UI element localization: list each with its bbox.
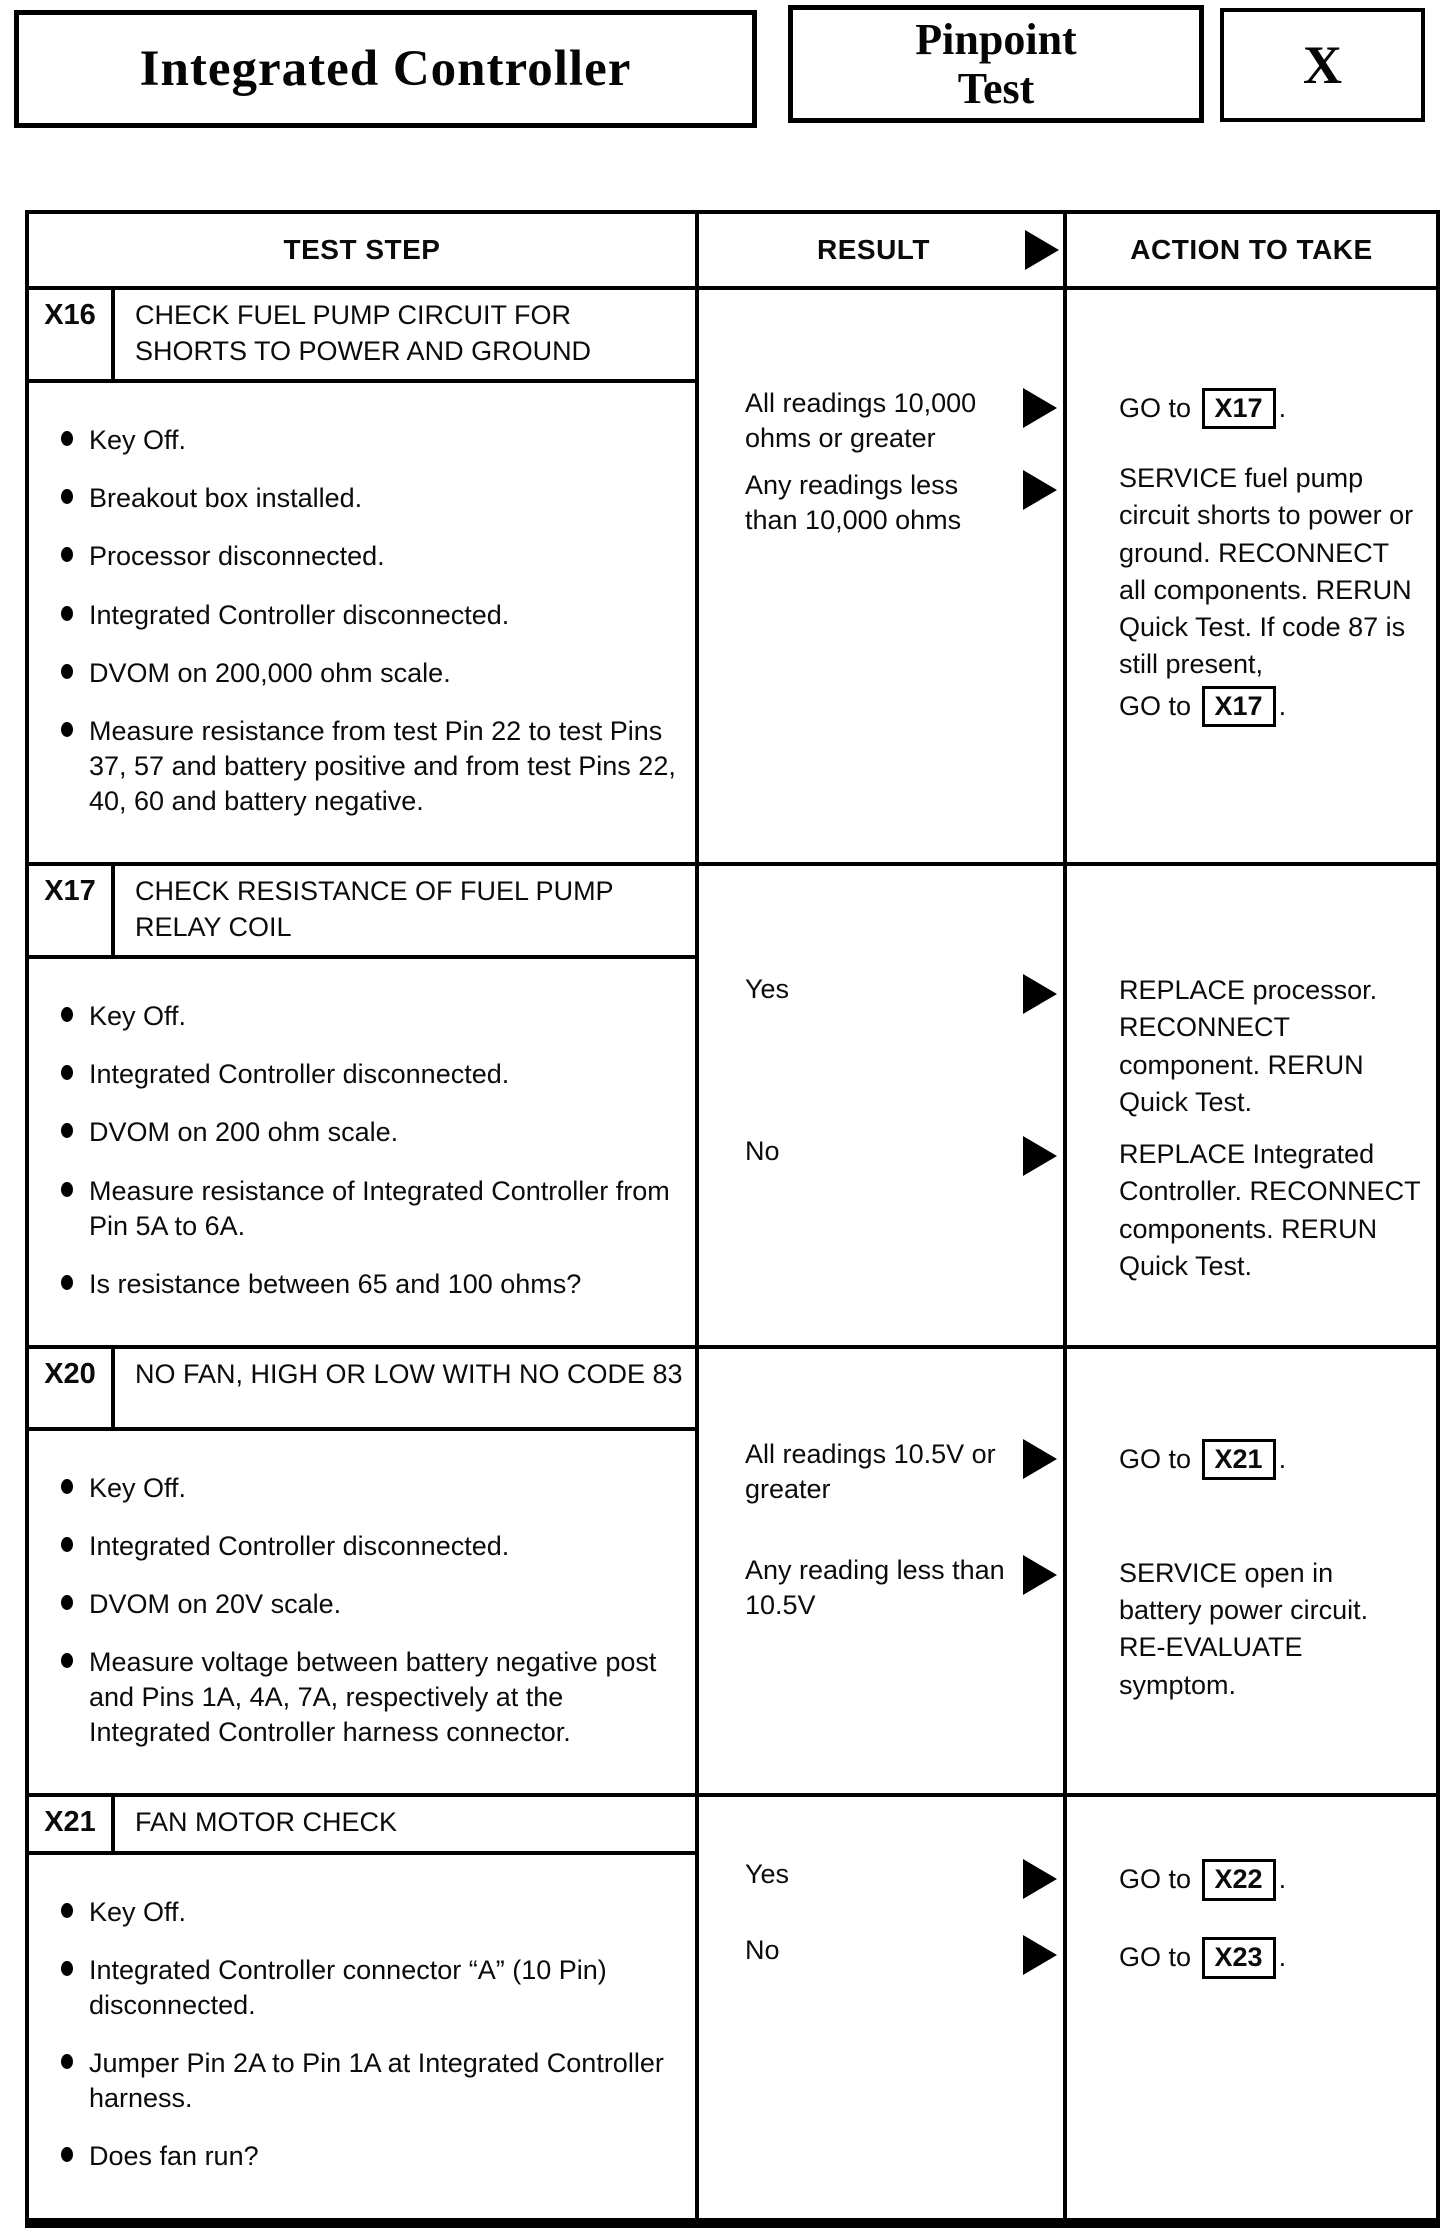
step-code: X16 (29, 290, 115, 379)
step-text: Integrated Controller disconnected. (89, 1530, 510, 1561)
table-header-row (29, 214, 1436, 290)
step-title: NO FAN, HIGH OR LOW WITH NO CODE 83 (135, 1358, 683, 1389)
action-entry (1067, 1437, 1436, 1541)
step-text: Breakout box installed. (89, 483, 363, 514)
result-cell (695, 1349, 1063, 1794)
action-entry (1067, 1555, 1436, 1704)
col-header-result-label: RESULT (817, 234, 930, 265)
action-entry (1067, 386, 1436, 446)
test-section-x21 (29, 1793, 1436, 2217)
step-code: X17 (29, 866, 115, 955)
result-entry (699, 1857, 1063, 1921)
step-list-item (61, 2139, 683, 2174)
action-text: . (1278, 690, 1287, 721)
step-title-row (29, 1797, 695, 1855)
result-cell (695, 1797, 1063, 2217)
result-entry (699, 386, 1063, 456)
bullet-icon (61, 489, 73, 504)
bullet-icon (61, 606, 73, 621)
col-header-result (695, 214, 1063, 286)
test-section-x20 (29, 1345, 1436, 1794)
step-text: Processor disconnected. (89, 541, 385, 572)
result-text: All readings 10,000 ohms or greater (745, 388, 977, 454)
step-text: Is resistance between 65 and 100 ohms? (89, 1268, 582, 1299)
action-text: SERVICE fuel pump circuit shorts to power or ground. RECONNECT all components. RERUN Quick Test. If code 87 is still present, (1119, 463, 1414, 680)
step-text: DVOM on 20V scale. (89, 1589, 342, 1619)
step-text: Key Off. (89, 1897, 187, 1927)
action-text: GO to (1119, 1443, 1199, 1474)
pinpoint-test-label-line2: Test (957, 64, 1035, 113)
action-text: GO to (1119, 1942, 1199, 1973)
action-entry (1067, 460, 1436, 727)
step-list (29, 1855, 695, 2218)
result-entry (699, 1437, 1063, 1541)
action-entry (1067, 1935, 1436, 1978)
step-list-item (61, 2046, 683, 2116)
bullet-icon (61, 1595, 73, 1610)
bullet-icon (61, 1123, 73, 1138)
result-entry (699, 468, 1063, 538)
test-step-cell (29, 1349, 695, 1794)
test-letter-box (1220, 8, 1425, 122)
result-arrow-icon (1023, 1935, 1057, 1975)
result-text: All readings 10.5V or greater (745, 1438, 996, 1504)
result-arrow-icon (1023, 1859, 1057, 1899)
step-list-item (61, 656, 683, 691)
action-text: . (1278, 1443, 1287, 1474)
step-list-item (61, 539, 683, 574)
step-list-item (61, 598, 683, 633)
step-list-item (61, 1471, 683, 1506)
action-cell (1063, 866, 1436, 1345)
step-title-row (29, 290, 695, 383)
action-entry (1067, 1857, 1436, 1921)
action-text: . (1278, 393, 1287, 423)
step-text: Integrated Controller disconnected. (89, 599, 510, 630)
result-cell (695, 866, 1063, 1345)
result-text: Yes (745, 974, 790, 1004)
step-list (29, 1431, 695, 1794)
bullet-icon (61, 1961, 73, 1976)
result-cell (695, 290, 1063, 862)
action-entry (1067, 1136, 1436, 1285)
result-entry (699, 1933, 1063, 1975)
result-arrow-icon (1023, 470, 1057, 510)
result-text: Yes (745, 1859, 790, 1890)
result-arrow-icon (1023, 388, 1057, 428)
step-text: Integrated Controller disconnected. (89, 1059, 510, 1090)
step-text: Key Off. (89, 425, 187, 456)
step-list-item (61, 481, 683, 516)
step-list-item (61, 423, 683, 458)
action-entry (1067, 972, 1436, 1122)
action-cell (1063, 290, 1436, 862)
bullet-icon (61, 431, 73, 446)
test-section-x17 (29, 862, 1436, 1345)
result-entry (699, 1134, 1063, 1176)
goto-code-x22: X22 (1202, 1859, 1276, 1900)
result-arrow-icon (1025, 230, 1059, 270)
result-entry (699, 1553, 1063, 1623)
test-step-cell (29, 290, 695, 862)
action-cell (1063, 1349, 1436, 1794)
goto-code-x21: X21 (1202, 1439, 1276, 1480)
bullet-icon (61, 1182, 73, 1197)
result-text: No (745, 1136, 780, 1166)
pinpoint-test-label-line1: Pinpoint (915, 14, 1077, 64)
step-list (29, 383, 695, 862)
bullet-icon (61, 664, 73, 679)
result-arrow-icon (1023, 1136, 1057, 1176)
step-text: DVOM on 200 ohm scale. (89, 1117, 399, 1148)
bullet-icon (61, 2147, 73, 2162)
step-list-item (61, 1529, 683, 1564)
result-text: No (745, 1935, 780, 1966)
bullet-icon (61, 1903, 73, 1918)
action-text: . (1278, 1942, 1287, 1973)
table-body (29, 290, 1436, 2218)
bullet-icon (61, 1537, 73, 1552)
result-arrow-icon (1023, 1439, 1057, 1479)
step-list-item (61, 1587, 683, 1622)
step-text: Measure resistance from test Pin 22 to test Pins 37, 57 and battery positive and from test Pins 22, 40, 60 and battery negative. (89, 715, 676, 816)
result-text: Any reading less than 10.5V (745, 1554, 1005, 1620)
step-title-row (29, 1349, 695, 1431)
step-title: FAN MOTOR CHECK (135, 1807, 398, 1838)
result-entry (699, 972, 1063, 1122)
col-header-action: ACTION TO TAKE (1063, 214, 1436, 286)
test-step-cell (29, 866, 695, 1345)
page-title: Integrated Controller (139, 41, 632, 97)
step-text: Measure voltage between battery negative post and Pins 1A, 4A, 7A, respectively at the Integrated Controller harness connector. (89, 1647, 657, 1748)
bullet-icon (61, 1007, 73, 1022)
step-text: Integrated Controller connector “A” (10 Pin) disconnected. (89, 1955, 607, 2021)
step-title: CHECK FUEL PUMP CIRCUIT FOR SHORTS TO POWER AND GROUND (135, 300, 592, 366)
page-header (0, 0, 1456, 130)
bullet-icon (61, 1275, 73, 1290)
result-arrow-icon (1023, 974, 1057, 1014)
action-text: SERVICE open in battery power circuit. RE-EVALUATE symptom. (1119, 1557, 1369, 1700)
action-text: GO to (1119, 1864, 1199, 1895)
action-text: REPLACE Integrated Controller. RECONNECT components. RERUN Quick Test. (1119, 1139, 1421, 1281)
step-code: X20 (29, 1349, 115, 1427)
action-text: GO to (1119, 690, 1199, 721)
action-text: GO to (1119, 393, 1199, 423)
step-code: X21 (29, 1797, 115, 1851)
test-section-x16 (29, 290, 1436, 862)
bullet-icon (61, 1479, 73, 1494)
step-list-item (61, 1953, 683, 2023)
step-list (29, 959, 695, 1345)
test-step-cell (29, 1797, 695, 2217)
bullet-icon (61, 2054, 73, 2069)
step-list-item (61, 1115, 683, 1150)
step-text: Key Off. (89, 1472, 187, 1503)
step-list-item (61, 714, 683, 819)
step-list-item (61, 1895, 683, 1930)
result-arrow-icon (1023, 1555, 1057, 1595)
bullet-icon (61, 1653, 73, 1668)
action-text: . (1278, 1864, 1287, 1895)
bullet-icon (61, 547, 73, 562)
bullet-icon (61, 722, 73, 737)
step-text: Jumper Pin 2A to Pin 1A at Integrated Controller harness. (89, 2048, 664, 2114)
step-title-row (29, 866, 695, 959)
step-list-item (61, 1057, 683, 1092)
step-text: Measure resistance of Integrated Controller from Pin 5A to 6A. (89, 1175, 670, 1241)
step-text: Key Off. (89, 1001, 187, 1032)
step-title: CHECK RESISTANCE OF FUEL PUMP RELAY COIL (135, 876, 614, 942)
step-text: DVOM on 200,000 ohm scale. (89, 657, 451, 688)
action-text: REPLACE processor. RECONNECT component. RERUN Quick Test. (1119, 975, 1378, 1117)
test-letter: X (1303, 35, 1342, 95)
step-list-item (61, 1174, 683, 1244)
col-header-test-step: TEST STEP (283, 234, 441, 265)
bullet-icon (61, 1065, 73, 1080)
step-text: Does fan run? (89, 2141, 259, 2172)
goto-code-x23: X23 (1202, 1937, 1276, 1978)
action-cell (1063, 1797, 1436, 2217)
pinpoint-test-box (788, 5, 1204, 123)
goto-code-x17: X17 (1202, 388, 1276, 429)
pinpoint-test-table (25, 210, 1440, 2228)
result-text: Any readings less than 10,000 ohms (745, 470, 962, 536)
page-title-box (14, 10, 757, 128)
step-list-item (61, 999, 683, 1034)
step-list-item (61, 1267, 683, 1302)
step-list-item (61, 1645, 683, 1750)
goto-code-x17: X17 (1202, 686, 1276, 727)
